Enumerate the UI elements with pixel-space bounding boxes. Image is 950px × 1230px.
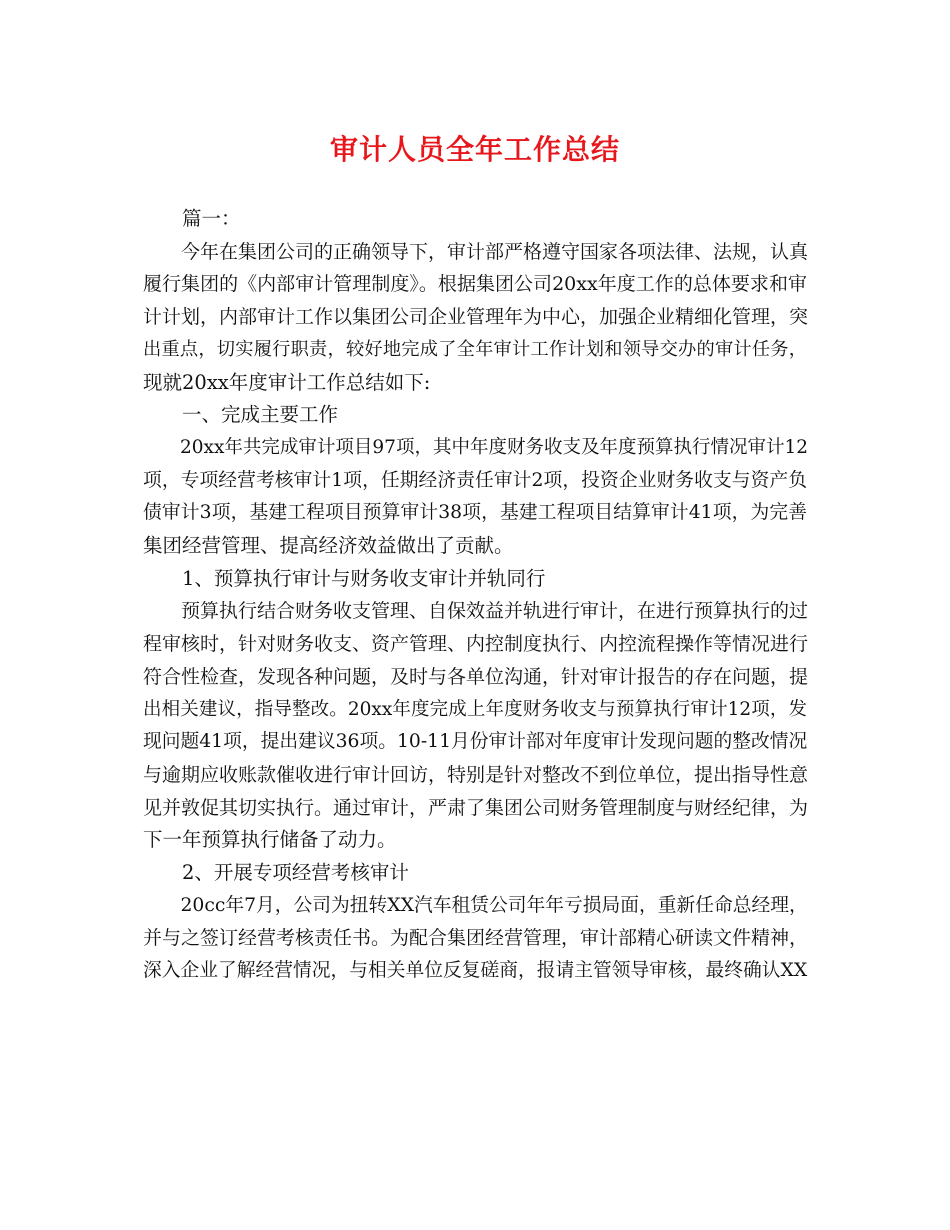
text-line: 计计划，内部审计工作以集团公司企业管理年为中心，加强企业精细化管理，突	[143, 306, 809, 329]
text-line: 20cc年7月，公司为扭转XX汽车租赁公司年年亏损局面，重新任命总经理，	[180, 894, 808, 916]
text-line: 篇一：	[182, 207, 241, 230]
text-line: 今年在集团公司的正确领导下，审计部严格遵守国家各项法律、法规，认真	[181, 240, 809, 263]
text-line: 一、完成主要工作	[182, 403, 339, 427]
text-line: 见并敦促其切实执行。通过审计，严肃了集团公司财务管理制度与财经纪律，为	[143, 796, 809, 819]
text-line: 集团经营管理、提高经济效益做出了贡献。	[143, 534, 514, 558]
text-line: 并与之签订经营考核责任书。为配合集团经营管理，审计部精心研读文件精神，	[143, 927, 809, 950]
text-line: 与逾期应收账款催收进行审计回访，特别是针对整改不到位单位，提出指导性意	[143, 763, 809, 786]
text-line: 符合性检查，发现各种问题，及时与各单位沟通，针对审计报告的存在问题，提	[143, 665, 809, 688]
text-line: 项，专项经营考核审计1项，任期经济责任审计2项，投资企业财务收支与资产负	[143, 469, 807, 491]
text-line: 1、预算执行审计与财务收支审计并轨同行	[182, 566, 546, 590]
document-title: 审计人员全年工作总结	[329, 133, 620, 166]
document-body	[143, 203, 807, 988]
text-line: 现就20xx年度审计工作总结如下:	[143, 370, 431, 394]
text-line: 债审计3项，基建工程项目预算审计38项，基建工程项目结算审计41项，为完善	[143, 502, 807, 524]
text-line: 履行集团的《内部审计管理制度》。根据集团公司20xx年度工作的总体要求和审	[143, 273, 807, 296]
text-line: 2、开展专项经营考核审计	[182, 861, 409, 885]
text-line: 程审核时，针对财务收支、资产管理、内控制度执行、内控流程操作等情况进行	[143, 633, 809, 656]
text-line: 下一年预算执行储备了动力。	[143, 828, 397, 852]
text-line: 出相关建议，指导整改。20xx年度完成上年度财务收支与预算执行审计12项，发	[143, 698, 807, 720]
text-line: 预算执行结合财务收支管理、自保效益并轨进行审计，在进行预算执行的过	[181, 600, 809, 623]
text-line: 20xx年共完成审计项目97项，其中年度财务收支及年度预算执行情况审计12	[180, 436, 808, 458]
text-line: 深入企业了解经营情况，与相关单位反复磋商，报请主管领导审核，最终确认XX	[143, 960, 808, 982]
text-line: 出重点，切实履行职责，较好地完成了全年审计工作计划和领导交办的审计任务，	[143, 338, 807, 360]
text-line: 现问题41项，提出建议36项。10-11月份审计部对年度审计发现问题的整改情况	[143, 731, 808, 753]
